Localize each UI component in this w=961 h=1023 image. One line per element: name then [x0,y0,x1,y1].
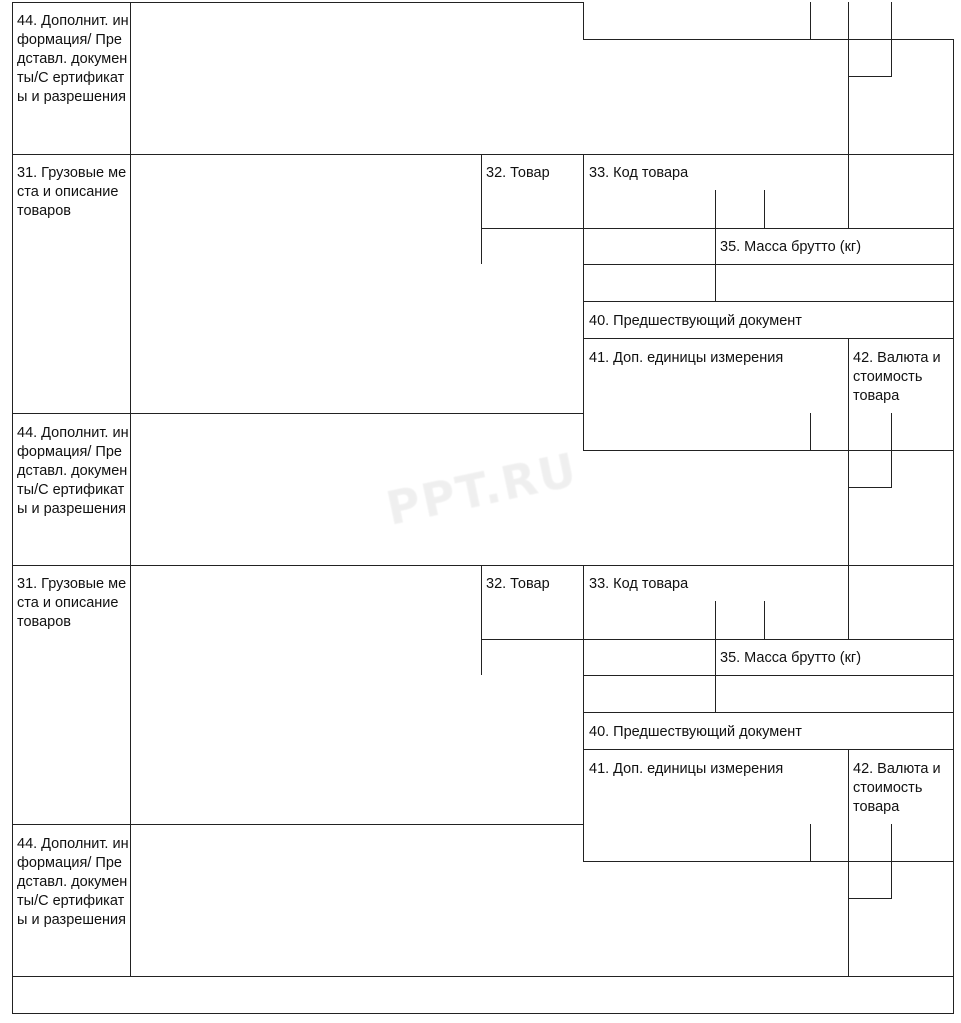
currency-value-label: 42. Валюта и стоимость товара [853,761,941,815]
top-block-44-field[interactable] [131,3,583,153]
gross-mass-label: 35. Масса брутто (кг) [720,650,862,666]
item-number-label: 32. Товар [486,576,550,592]
item-number-label: 32. Товар [486,165,550,181]
frame-right [953,39,954,1014]
gross-mass-field[interactable] [716,265,953,300]
commodity-code-label: 33. Код товара [589,165,689,181]
bottom-strip-field[interactable] [13,977,953,1012]
watermark: PPT.RU [381,442,583,536]
goods-description-label: 31. Грузовые места и описание товаров [17,165,127,219]
commodity-code-label: 33. Код товара [589,576,689,592]
goods-description-field[interactable] [131,155,480,413]
frame-bottom [12,1013,954,1014]
additional-info-field[interactable] [131,825,583,975]
previous-document-label: 40. Предшествующий документ [589,313,802,329]
additional-info-label: 44. Дополнит. информация/ Представл. документы/С ертификаты и разрешения [17,425,129,517]
currency-value-label: 42. Валюта и стоимость товара [853,350,941,404]
additional-info-label: 44. Дополнит. информация/ Представл. документы/С ертификаты и разрешения [17,836,129,928]
gross-mass-field[interactable] [716,676,953,711]
gross-mass-label: 35. Масса брутто (кг) [720,239,862,255]
top-block-44-label: 44. Дополнит. информация/ Представл. документы/С ертификаты и разрешения [17,13,129,105]
goods-description-label: 31. Грузовые места и описание товаров [17,576,127,630]
previous-document-label: 40. Предшествующий документ [589,724,802,740]
supplementary-units-label: 41. Доп. единицы измерения [589,761,784,777]
goods-description-field[interactable] [131,566,480,824]
supplementary-units-label: 41. Доп. единицы измерения [589,350,784,366]
